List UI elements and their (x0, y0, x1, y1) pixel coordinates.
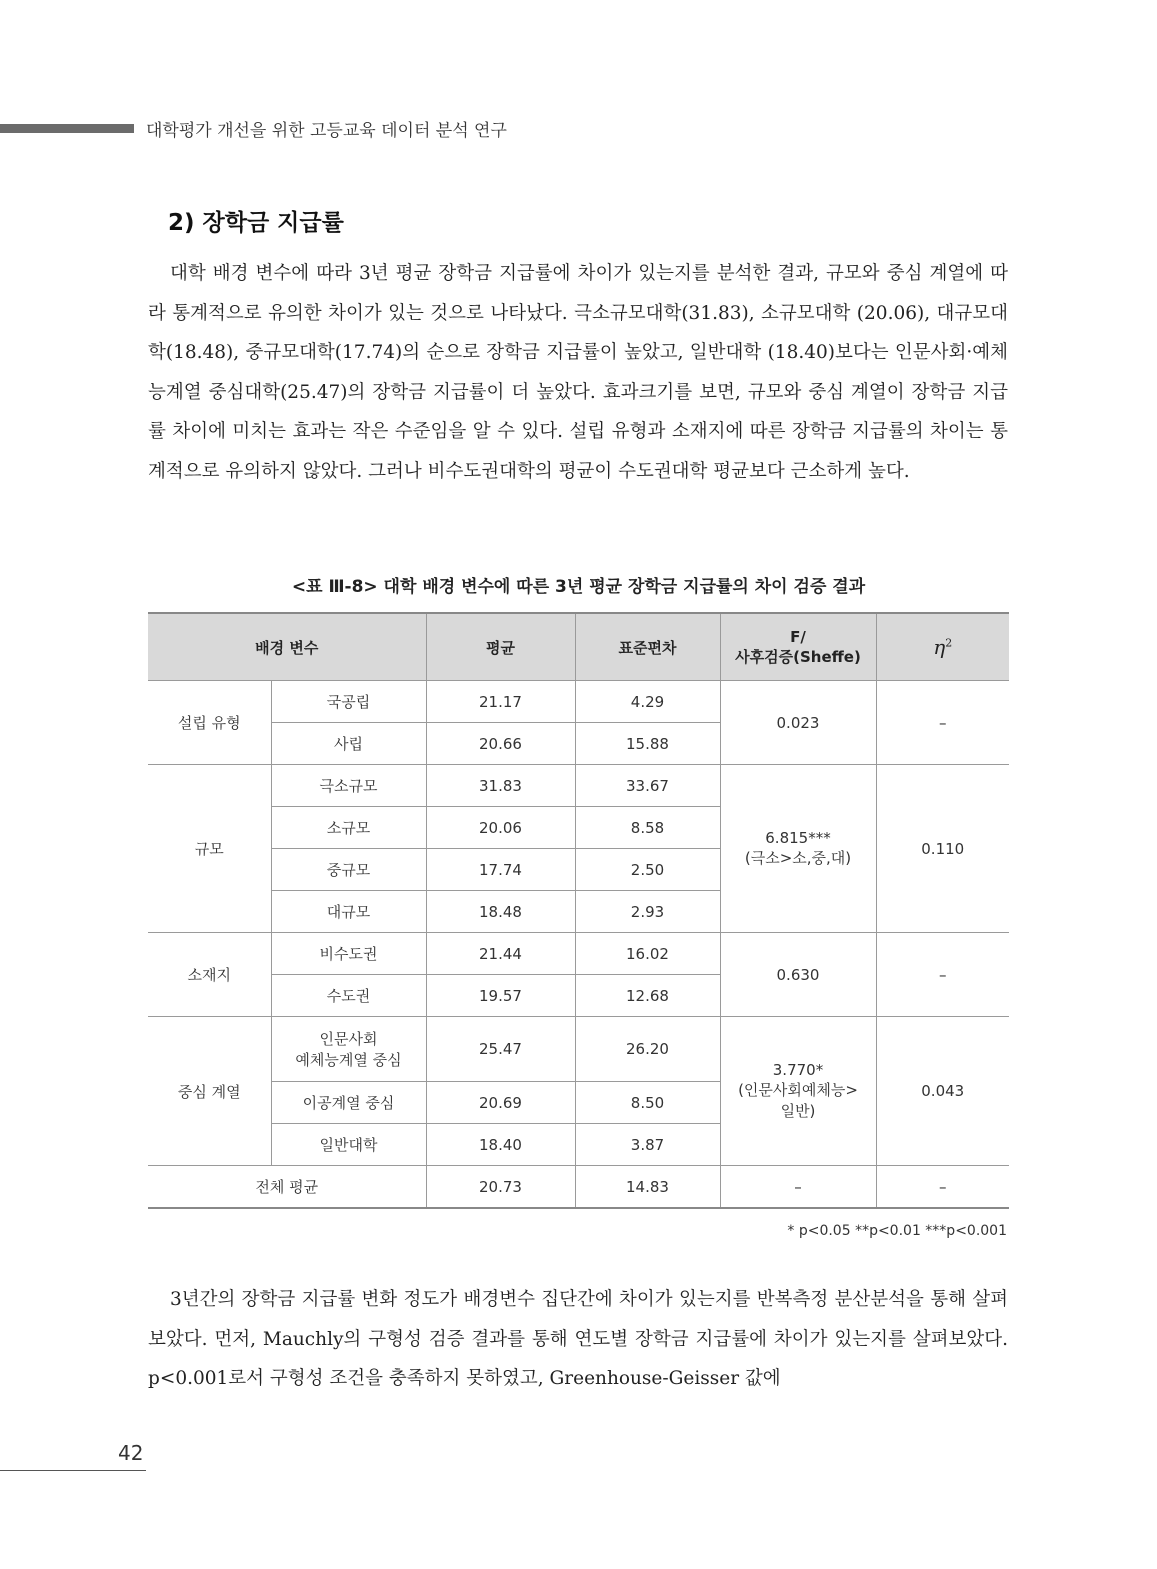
mean-cell: 17.74 (426, 849, 575, 891)
sd-cell: 2.50 (575, 849, 720, 891)
header-f-test (720, 613, 876, 681)
mean-cell: 25.47 (426, 1017, 575, 1082)
mean-cell: 20.73 (426, 1166, 575, 1209)
f-cell: 0.630 (720, 933, 876, 1017)
sub-label: 소규모 (271, 807, 426, 849)
mean-cell: 20.66 (426, 723, 575, 765)
sd-cell: 12.68 (575, 975, 720, 1017)
f-value: 6.815*** (765, 829, 831, 847)
footer-rule (0, 1470, 146, 1471)
sd-cell: 8.50 (575, 1082, 720, 1124)
f-cell: – (720, 1166, 876, 1209)
sub-label: 사립 (271, 723, 426, 765)
table-total-row (148, 1166, 1009, 1209)
total-label: 전체 평균 (148, 1166, 426, 1209)
eta-cell: 0.110 (876, 765, 1009, 933)
group-label: 소재지 (148, 933, 271, 1017)
page-number: 42 (118, 1441, 144, 1465)
sd-cell: 16.02 (575, 933, 720, 975)
posthoc-result: (극소>소,중,대) (744, 849, 852, 867)
sd-cell: 15.88 (575, 723, 720, 765)
eta-cell: – (876, 1166, 1009, 1209)
sub-label: 중규모 (271, 849, 426, 891)
posthoc-result-line1: (인문사회예체능> (738, 1081, 858, 1099)
header-mean: 평균 (426, 613, 575, 681)
sd-cell: 2.93 (575, 891, 720, 933)
sub-label-line1: 인문사회 (319, 1030, 378, 1048)
mean-cell: 21.17 (426, 681, 575, 723)
header-f-line2: 사후검증(Sheffe) (735, 647, 861, 666)
table-header-row (148, 613, 1009, 681)
header-variable: 배경 변수 (148, 613, 426, 681)
eta-cell: – (876, 681, 1009, 765)
eta-superscript: 2 (945, 636, 953, 650)
mean-cell: 20.06 (426, 807, 575, 849)
group-label: 중심 계열 (148, 1017, 271, 1166)
group-label: 규모 (148, 765, 271, 933)
mean-cell: 20.69 (426, 1082, 575, 1124)
sub-label: 수도권 (271, 975, 426, 1017)
mean-cell: 18.40 (426, 1124, 575, 1166)
sub-label (271, 1017, 426, 1082)
f-cell: 0.023 (720, 681, 876, 765)
sd-cell: 4.29 (575, 681, 720, 723)
sub-label: 비수도권 (271, 933, 426, 975)
table-caption: <표 Ⅲ-8> 대학 배경 변수에 따른 3년 평균 장학금 지급률의 차이 검증 결과 (291, 577, 866, 597)
mean-cell: 19.57 (426, 975, 575, 1017)
table-row (148, 1017, 1009, 1082)
mean-cell: 18.48 (426, 891, 575, 933)
table-row (148, 765, 1009, 807)
f-value: 3.770* (772, 1061, 824, 1079)
sub-label-line2: 예체능계열 중심 (295, 1051, 402, 1069)
mean-cell: 21.44 (426, 933, 575, 975)
header-bar (0, 124, 134, 133)
sd-cell: 14.83 (575, 1166, 720, 1209)
sub-label: 대규모 (271, 891, 426, 933)
section-heading: 2) 장학금 지급률 (168, 210, 344, 236)
sub-label: 이공계열 중심 (271, 1082, 426, 1124)
posthoc-result-line2: 일반) (780, 1102, 816, 1120)
sd-cell: 3.87 (575, 1124, 720, 1166)
mean-cell: 31.83 (426, 765, 575, 807)
statistics-table (148, 612, 1009, 1209)
header-eta-squared (876, 613, 1009, 681)
sd-cell: 8.58 (575, 807, 720, 849)
sub-label: 국공립 (271, 681, 426, 723)
sub-label: 일반대학 (271, 1124, 426, 1166)
group-label: 설립 유형 (148, 681, 271, 765)
eta-symbol: η (933, 635, 946, 659)
table-row (148, 681, 1009, 723)
f-cell (720, 1017, 876, 1166)
sub-label: 극소규모 (271, 765, 426, 807)
eta-cell: 0.043 (876, 1017, 1009, 1166)
body-paragraph-1: 대학 배경 변수에 따라 3년 평균 장학금 지급률에 차이가 있는지를 분석한 결과, 규모와 중심 계열에 따라 통계적으로 유의한 차이가 있는 것으로 나타났다. 극소규모대학(31.83), 소규모대학 (20.06), 대규모대학(18.48), 중규모대학(17.74)의 순으로 장학금 지급률이 높았고, 일반대학 (18.40)보다는 인문사회·예체능계열 중심대학(25.47)의 장학금 지급률이 더 높았다. 효과크기를 보면, 규모와 중심 계열이 장학금 지급률 차이에 미치는 효과는 작은 수준임을 알 수 있다. 설립 유형과 소재지에 따른 장학금 지급률의 차이는 통계적으로 유의하지 않았다. 그러나 비수도권대학의 평균이 수도권대학 평균보다 근소하게 높다. (148, 263, 1008, 482)
f-cell (720, 765, 876, 933)
header-sd: 표준편차 (575, 613, 720, 681)
running-header-title: 대학평가 개선을 위한 고등교육 데이터 분석 연구 (146, 121, 507, 141)
sd-cell: 26.20 (575, 1017, 720, 1082)
table-row (148, 933, 1009, 975)
header-f-line1: F/ (790, 627, 806, 646)
body-paragraph-2: 3년간의 장학금 지급률 변화 정도가 배경변수 집단간에 차이가 있는지를 반복측정 분산분석을 통해 살펴보았다. 먼저, Mauchly의 구형성 검증 결과를 통해 연도별 장학금 지급률에 차이가 있는지를 살펴보았다. p<0.001로서 구형성 조건을 충족하지 못하였고, Greenhouse-Geisser 값에 (148, 1289, 1008, 1389)
sd-cell: 33.67 (575, 765, 720, 807)
eta-cell: – (876, 933, 1009, 1017)
table-footnote: * p<0.05 **p<0.01 ***p<0.001 (787, 1223, 1007, 1239)
